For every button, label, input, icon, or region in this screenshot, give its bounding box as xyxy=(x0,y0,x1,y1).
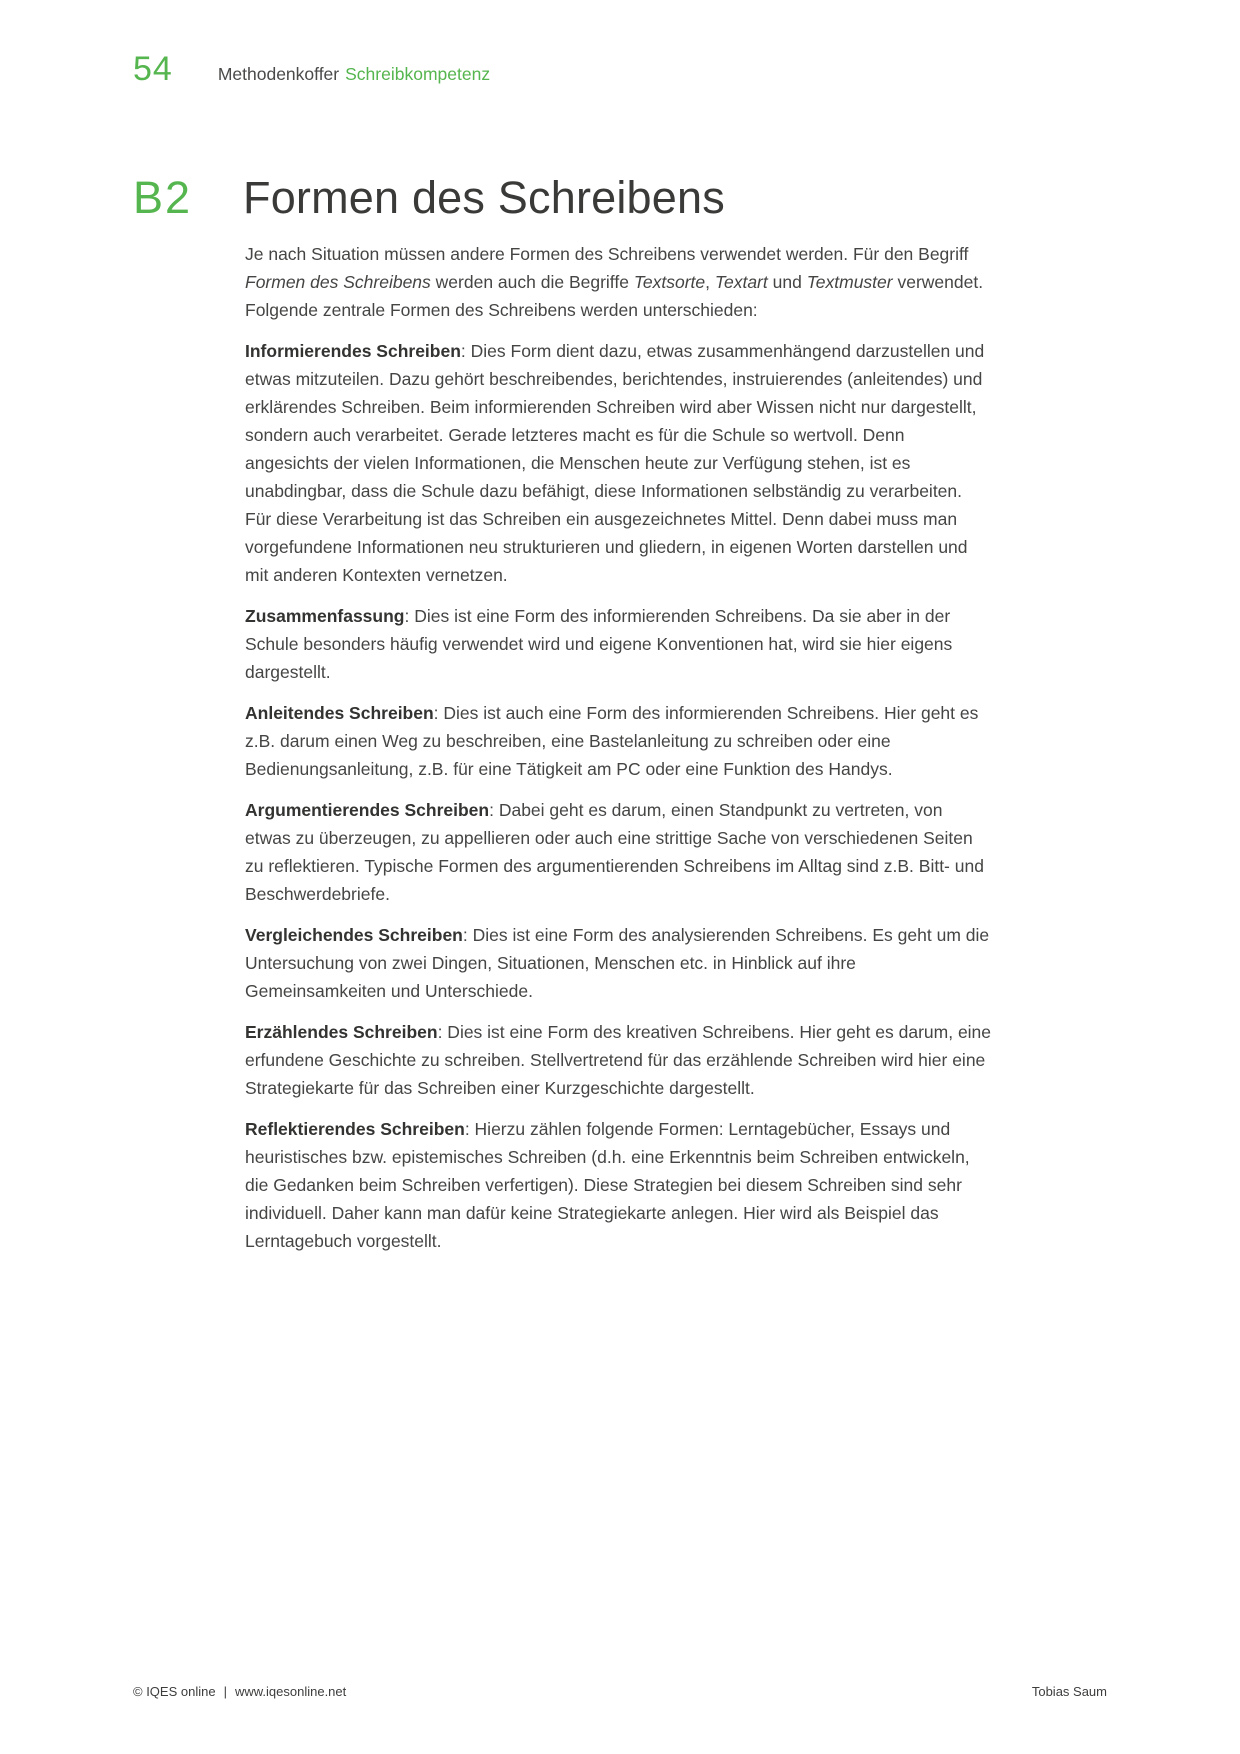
page-header xyxy=(133,50,490,89)
chapter-title-row xyxy=(133,172,725,224)
paragraph-lead: Zusammenfassung xyxy=(245,606,405,626)
paragraph-lead: Argumentierendes Schreiben xyxy=(245,800,490,820)
text-segment: und xyxy=(767,272,807,292)
footer-author: Tobias Saum xyxy=(1031,1684,1107,1699)
text-segment: : Dies ist auch eine Form des informierenden Schreibens. Hier geht es z.B. darum einen Weg zu beschreiben, eine Bastelanleitung zu schreiben oder eine Bedienungsanleitung, z.B. für eine Tätigkeit am PC oder eine Funktion des Handys. xyxy=(245,703,979,779)
text-segment: werden auch die Begriffe xyxy=(430,272,634,292)
paragraph-lead: Erzählendes Schreiben xyxy=(245,1022,438,1042)
header-series-title: Methodenkoffer xyxy=(217,64,340,84)
paragraph-intro xyxy=(245,240,993,324)
paragraph-vergleichendes-schreiben xyxy=(245,921,993,1005)
page-footer xyxy=(133,1684,1107,1699)
footer-copyright: © IQES online xyxy=(133,1684,216,1699)
text-segment: Textart xyxy=(714,272,768,292)
text-segment: : Dies ist eine Form des kreativen Schreibens. Hier geht es darum, eine erfundene Geschichte zu schreiben. Stellvertretend für das erzählende Schreiben wird hier eine Strategiekarte für das Schreiben einer Kurzgeschichte dargestellt. xyxy=(245,1022,992,1098)
paragraph-anleitendes-schreiben xyxy=(245,699,993,783)
paragraph-informierendes-schreiben xyxy=(245,337,993,589)
text-segment: verwendet. Folgende zentrale Formen des Schreibens werden unterschieden: xyxy=(245,272,984,320)
text-segment: Textsorte xyxy=(633,272,706,292)
footer-divider: | xyxy=(223,1684,227,1699)
chapter-title: Formen des Schreibens xyxy=(243,172,725,223)
text-segment: Je nach Situation müssen andere Formen des Schreibens verwendet werden. Für den Begriff xyxy=(245,244,969,264)
text-segment: Formen des Schreibens xyxy=(245,272,431,292)
chapter-code: B2 xyxy=(133,172,193,223)
body-text xyxy=(245,240,993,1268)
paragraph-lead: Vergleichendes Schreiben xyxy=(245,925,463,945)
header-section-title: Schreibkompetenz xyxy=(345,64,491,84)
footer-publisher xyxy=(133,1684,346,1699)
paragraph-lead: Informierendes Schreiben xyxy=(245,341,461,361)
paragraph-lead: Anleitendes Schreiben xyxy=(245,703,434,723)
text-segment: : Dies ist eine Form des analysierenden Schreibens. Es geht um die Untersuchung von zwei Dingen, Situationen, Menschen etc. in Hinblick auf ihre Gemeinsamkeiten und Unterschiede. xyxy=(245,925,990,1001)
paragraph-lead: Reflektierendes Schreiben xyxy=(245,1119,465,1139)
text-segment: : Dies Form dient dazu, etwas zusammenhängend darzustellen und etwas mitzuteilen. Dazu gehört beschreibendes, berichtendes, instruierendes (anleitendes) und erklärendes Schreiben. Beim informierenden Schreiben wird aber Wissen nicht nur dargestellt, sondern auch verarbeitet. Gerade letzteres macht es für die Schule so wertvoll. Denn angesichts der vielen Informationen, die Menschen heute zur Verfügung stehen, ist es unabdingbar, dass die Schule dazu befähigt, diese Informationen selbständig zu verarbeiten. Für diese Verarbeitung ist das Schreiben ein ausgezeichnetes Mittel. Denn dabei muss man vorgefundene Informationen neu strukturieren und gliedern, in eigenen Worten darstellen und mit anderen Kontexten vernetzen. xyxy=(245,341,985,585)
paragraph-erzaehlendes-schreiben xyxy=(245,1018,993,1102)
text-segment: Textmuster xyxy=(806,272,893,292)
text-segment: : Dabei geht es darum, einen Standpunkt zu vertreten, von etwas zu überzeugen, zu appellieren oder auch eine strittige Sache von verschiedenen Seiten zu reflektieren. Typische Formen des argumentierenden Schreibens im Alltag sind z.B. Bitt- und Beschwerdebriefe. xyxy=(245,800,984,904)
text-segment: : Dies ist eine Form des informierenden Schreibens. Da sie aber in der Schule besonders häufig verwendet wird und eigene Konventionen hat, wird sie hier eigens dargestellt. xyxy=(245,606,953,682)
text-segment: : Hierzu zählen folgende Formen: Lerntagebücher, Essays und heuristisches bzw. epistemisches Schreiben (d.h. eine Erkenntnis beim Schreiben entwickeln, die Gedanken beim Schreiben verfertigen). Diese Strategien bei diesem Schreiben sind sehr individuell. Daher kann man dafür keine Strategiekarte anlegen. Hier wird als Beispiel das Lerntagebuch vorgestellt. xyxy=(245,1119,970,1251)
paragraph-reflektierendes-schreiben xyxy=(245,1115,993,1255)
page-number: 54 xyxy=(133,50,173,88)
footer-website: www.iqesonline.net xyxy=(234,1684,347,1699)
paragraph-zusammenfassung xyxy=(245,602,993,686)
paragraph-argumentierendes-schreiben xyxy=(245,796,993,908)
text-segment: , xyxy=(705,272,715,292)
